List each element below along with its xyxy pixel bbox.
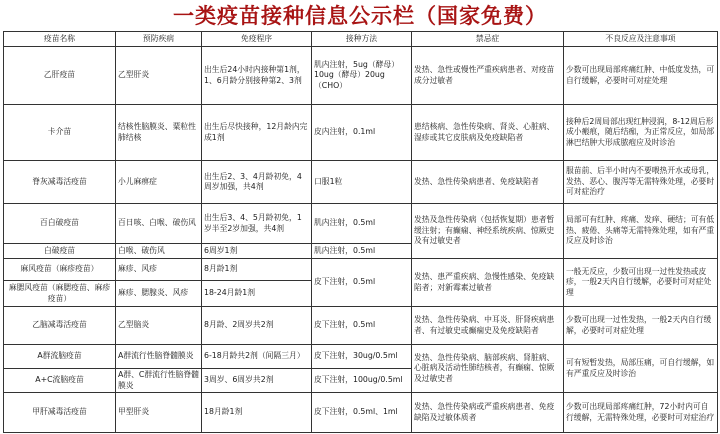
table-row xyxy=(4,307,718,345)
vaccine-name: 甲肝减毒活疫苗 xyxy=(4,393,116,433)
disease-cell: A群流行性脑脊髓膜炎 xyxy=(116,345,202,369)
vaccine-name: A+C流脑疫苗 xyxy=(4,369,116,393)
disease-cell: 乙型肝炎 xyxy=(116,47,202,105)
disease-cell: 白喉、破伤风 xyxy=(116,244,202,259)
header-disease: 预防疾病 xyxy=(116,32,202,47)
disease-cell: 甲型肝炎 xyxy=(116,393,202,433)
contra-cell: 发热、急性传染病或严重疾病患者、免疫缺陷及过敏体质者 xyxy=(412,393,564,433)
contra-cell: 发热、急性传染病、中耳炎、肝肾疾病患者、有过敏史或癫痫史及免疫缺陷者 xyxy=(412,307,564,345)
reaction-cell: 接种后2周局部出现红肿浸润，8-12周后形成小瘢痕，随后结痂，为正常反应，如局部淋巴结肿大形成脓疱应及时诊治 xyxy=(564,105,718,161)
method-cell: 皮内注射，0.1ml xyxy=(312,105,412,161)
method-cell: 皮下注射，0.5ml、1ml xyxy=(312,393,412,433)
vaccine-name: 白破疫苗 xyxy=(4,244,116,259)
vaccine-name: A群流脑疫苗 xyxy=(4,345,116,369)
reaction-cell: 一般无反应，少数可出现一过性发热或皮疹，一般2天内自行缓解，必要时可对症处理 xyxy=(564,259,718,307)
reaction-cell: 少数可出现一过性发热，一般2天内自行缓解，必要时可对症处理 xyxy=(564,307,718,345)
contra-cell: 发热、急性传染病、脑部疾病、肾脏病、心脏病及活动性肺结核者，有癫痫、惊厥及过敏史者 xyxy=(412,345,564,393)
table-row xyxy=(4,259,718,281)
vaccine-name: 麻腮风疫苗（麻腮疫苗、麻疹疫苗） xyxy=(4,281,116,307)
schedule-cell: 6-18月龄共2剂（间隔三月） xyxy=(202,345,312,369)
schedule-cell: 出生后24小时内接种第1剂，1、6月龄分别接种第2、3剂 xyxy=(202,47,312,105)
table-row xyxy=(4,47,718,105)
method-cell: 皮下注射，30ug/0.5ml xyxy=(312,345,412,369)
method-cell: 肌内注射，0.5ml xyxy=(312,244,412,259)
disease-cell: 百日咳、白喉、破伤风 xyxy=(116,204,202,244)
vaccine-table xyxy=(3,31,718,433)
contra-cell: 发热及急性传染病（包括恢复期）患者暂缓注射；有癫痫、神经系统疾病、惊厥史及有过敏史者 xyxy=(412,204,564,259)
table-row xyxy=(4,105,718,161)
schedule-cell: 18月龄1剂 xyxy=(202,393,312,433)
disease-cell: 麻疹、腮腺炎、风疹 xyxy=(116,281,202,307)
table-row xyxy=(4,345,718,369)
schedule-cell: 3周岁、6周岁共2剂 xyxy=(202,369,312,393)
reaction-cell: 局部可有红肿、疼痛、发痒、硬结；可有低热、疲倦、头痛等无需特殊处理，如有严重反应及时诊治 xyxy=(564,204,718,259)
schedule-cell: 出生后尽快接种，12月龄内完成1剂 xyxy=(202,105,312,161)
table-row xyxy=(4,393,718,433)
reaction-cell: 少数可出现局部疼痛红肿、中低度发热，可自行缓解，必要时可对症处理 xyxy=(564,47,718,105)
method-cell: 皮下注射，100ug/0.5ml xyxy=(312,369,412,393)
reaction-cell: 可有短暂发热，局部压痛，可自行缓解，如有严重反应及时诊治 xyxy=(564,345,718,393)
method-cell: 肌内注射，0.5ml xyxy=(312,204,412,244)
schedule-cell: 6周岁1剂 xyxy=(202,244,312,259)
vaccine-name: 百白破疫苗 xyxy=(4,204,116,244)
header-reactions: 不良反应及注意事项 xyxy=(564,32,718,47)
header-schedule: 免疫程序 xyxy=(202,32,312,47)
vaccine-name: 卡介苗 xyxy=(4,105,116,161)
board-title: 一类疫苗接种信息公示栏（国家免费） xyxy=(173,3,547,28)
disease-cell: 结核性脑膜炎、粟粒性肺结核 xyxy=(116,105,202,161)
vaccine-name: 乙肝疫苗 xyxy=(4,47,116,105)
vaccine-name: 乙脑减毒活疫苗 xyxy=(4,307,116,345)
reaction-cell: 服苗前、后半小时内不要喂热开水或母乳，发热、恶心、腹泻等无需特殊处理，必要时可对症治疗 xyxy=(564,161,718,204)
reaction-cell: 少数可出现局部疼痛红肿，72小时内可自行缓解，无需特殊处理，必要时可对症治疗 xyxy=(564,393,718,433)
method-cell: 皮下注射，0.5ml xyxy=(312,259,412,307)
disease-cell: 小儿麻痹症 xyxy=(116,161,202,204)
method-cell: 肌内注射，5ug（酵母）10ug（酵母）20ug（CHO） xyxy=(312,47,412,105)
disease-cell: A群、C群流行性脑脊髓膜炎 xyxy=(116,369,202,393)
vaccine-name: 麻风疫苗（麻疹疫苗） xyxy=(4,259,116,281)
schedule-cell: 18-24月龄1剂 xyxy=(202,281,312,307)
vaccine-name: 脊灰减毒活疫苗 xyxy=(4,161,116,204)
method-cell: 皮下注射，0.5ml xyxy=(312,307,412,345)
header-vaccine-name: 疫苗名称 xyxy=(4,32,116,47)
contra-cell: 患结核病、急性传染病、肾炎、心脏病、湿疹或其它皮肤病及免疫缺陷者 xyxy=(412,105,564,161)
contra-cell: 发热、急性或慢性严重疾病患者、对疫苗成分过敏者 xyxy=(412,47,564,105)
header-row xyxy=(4,32,718,47)
disease-cell: 乙型脑炎 xyxy=(116,307,202,345)
method-cell: 口服1粒 xyxy=(312,161,412,204)
schedule-cell: 8月龄1剂 xyxy=(202,259,312,281)
header-contraindications: 禁忌症 xyxy=(412,32,564,47)
disease-cell: 麻疹、风疹 xyxy=(116,259,202,281)
header-method: 接种方法 xyxy=(312,32,412,47)
schedule-cell: 出生后3、4、5月龄初免，1岁半至2岁加强，共4剂 xyxy=(202,204,312,244)
table-row xyxy=(4,161,718,204)
contra-cell: 发热、急性传染病患者、免疫缺陷者 xyxy=(412,161,564,204)
schedule-cell: 出生后2、3、4月龄初免，4周岁加强，共4剂 xyxy=(202,161,312,204)
schedule-cell: 8月龄、2周岁共2剂 xyxy=(202,307,312,345)
contra-cell: 发热、患严重疾病、急慢性感染、免疫缺陷者；对新霉素过敏者 xyxy=(412,259,564,307)
table-row xyxy=(4,204,718,244)
